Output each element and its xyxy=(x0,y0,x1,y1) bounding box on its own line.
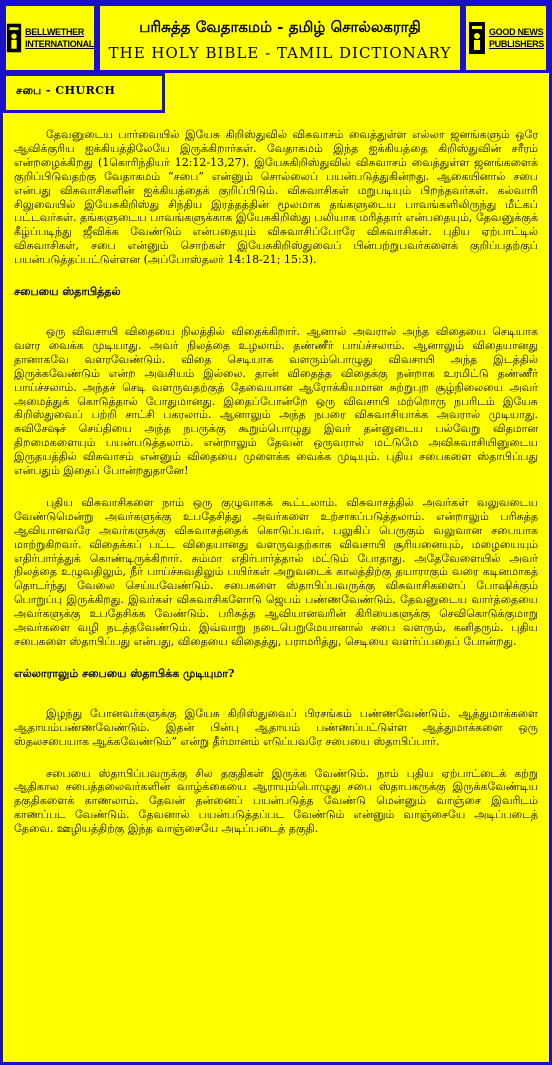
title-english: THE HOLY BIBLE - TAMIL DICTIONARY xyxy=(108,44,452,62)
logo-left-line2: INTERNATIONAL xyxy=(25,39,94,49)
heading-can-everyone-establish: எல்லாராலும் சபையை ஸ்தாபிக்க முடியுமா? xyxy=(14,666,235,680)
title-banner xyxy=(97,3,463,73)
logo-right-line1: GOOD NEWS xyxy=(488,27,544,37)
publisher-logo-left xyxy=(3,3,97,73)
paragraph-4: இழந்து போனவர்களுக்கு இயேசு கிறிஸ்துவைப் பிரசங்கம் பண்ணவேண்டும். ஆத்துமாக்களை ஆதாயம்பண்ணவேண்டும். இதன் பின்பு ஆதாயம் பண்ணப்பட்டுள்ள ஆத்துமாக்களை ஒரு ஸ்தலசபையாக ஆக்கவேண்டும்” என்று தீர்மானம் எடுப்பவரே சபையை ஸ்தாபிப்பார். xyxy=(14,706,538,748)
title-tamil: பரிசுத்த வேதாகமம் - தமிழ் சொல்லகராதி xyxy=(139,18,421,36)
logo-left-line1: BELLWETHER xyxy=(25,27,85,37)
entry-title: சபை - CHURCH xyxy=(16,84,116,97)
entry-body xyxy=(14,128,538,854)
book-figure-icon xyxy=(468,18,486,58)
heading-establishing-church: சபையை ஸ்தாபித்தல் xyxy=(14,285,121,299)
paragraph-5: சபையை ஸ்தாபிப்பவருக்கு சில தகுதிகள் இருக்க வேண்டும். நாம் புதிய ஏற்பாட்டைக் கற்று ஆதிகால சபைத்தலைவர்களின் வாழ்க்கையை ஆராயும்பொழுது சபை ஸ்தாபகருக்கு இருக்கவேண்டிய தகுதிகளைக் காணலாம். தேவன் தன்னைப் பயன்படுத்த வேண்டு மென்னும் வாஞ்சை இவரிடம் காணப்பட வேண்டும். தேவனால் பயன்படுத்தப்பட வேண்டும் என்னும் வாஞ்சையே அடிப்படைத் தேவை. ஊழியத்திற்கு இந்த வாஞ்சையே அடிப்படைத் தகுதி. xyxy=(14,766,538,836)
paragraph-1: தேவனுடைய பார்வையில் இயேசு கிறிஸ்துவில் விசுவாசம் வைத்துள்ள எல்லா ஜனங்களும் ஒரே ஆவிக்குரிய ஐக்கியத்திலேயே இருக்கிறார்கள். வேதாகமம் இந்த ஐக்கியத்தை கிறிஸ்துவின் சரீரம் என்றழைக்கிறது (1கொரிந்தியர் 12:12-13,27). இயேசுகிறிஸ்துவில் விசுவாசம் வைத்துள்ள ஜனங்களைக் குறிப்பிடுவதற்கு வேதாகமம் “சபை” என்னும் சொல்லைப் பயன்படுத்துகின்றது. ஆகையினால் சபை என்பது விசுவாசிகளின் ஐக்கியத்தைக் குறிப்பிடும். விசுவாசிகள் மறுபடியும் பிறந்தவர்கள். கல்வாரி சிலுவையில் இயேசுகிறிஸ்து சிந்திய இரத்தத்தின் மூலமாக தங்களுடைய பாவங்களிலிருந்து மீட்கப் பட்டவர்கள். தங்களுடைய பாவங்களுக்காக இயேசுகிறிஸ்து பலியாக மரித்தார் என்பதையும், தேவனுக்குக் கீழ்ப்படிந்து ஜீவிக்க வேண்டும் என்பதையும் விசுவாசிப்போரே விசுவாசிகள். புதிய ஏற்பாட்டில் விசுவாசிகள், சபை என்னும் சொற்கள் இயேசுகிறிஸ்துவைப் பின்பற்றுபவர்களைக் குறிப்பதற்குப் பயன்படுத்தப்பட்டுள்ளன (அப்போஸ்தலர் 14:18-21; 15:3). xyxy=(14,128,538,267)
paragraph-2: ஒரு விவசாயி விதையை நிலத்தில் விதைக்கிறார். ஆனால் அவரால் அந்த விதையை செடியாக வளர வைக்க முடியாது. அவர் நிலத்தை உழலாம். தண்ணீர் பாய்ச்சலாம். ஆனாலும் விதையானது தானாகவே வளரவேண்டும். விதை செடியாக வளரும்பொழுது விவசாயி அந்த இடத்தில் இருக்கவேண்டும் என்ற அவசியம் இல்லை. தான் விதைத்த விதைக்கு நன்றாக உரமிட்டு தண்ணீர் பாய்ச்சலாம். அந்தச் செடி வளருவதற்குத் தேவையான ஆரோக்கியமான சுற்றுபுற சூழ்நிலையை அவர் அமைத்துக் கொடுத்தால் போதுமானது. இதைப்போன்றே ஒரு விவசாயி மற்றொரு நபரிடம் இயேசு கிறிஸ்துவைப் பற்றி சாட்சி பகரலாம். ஆனாலும் அந்த நபரை விசுவாசியாக்க அவரால் முடியாது. சுவிசேஷச் செய்தியை அந்த நபருக்கு கூறும்பொழுது இவர் தன்னுடைய பல்வேறு விதமான திறமைகளையும் பயன்படுத்தலாம். என்றாலும் தேவன் ஒருவரால் மட்டுமே அவிசுவாசியினுடைய இருதயத்தில் விசுவாசம் என்னும் விதையை முளைக்க வைக்க முடியும். புதிய சபைகளை ஸ்தாபிப்பது என்பதும் இதைப் போன்றதுதானே! xyxy=(14,324,538,478)
logo-right-line2: PUBLISHERS xyxy=(488,39,544,49)
paragraph-3: புதிய விசுவாசிகளை நாம் ஒரு குழுவாகக் கூட்டலாம். விசுவாசத்தில் அவர்கள் வலுவடைய வேண்டுமென்று அவர்களுக்கு உபதேசித்து அவர்களை உற்சாகப்படுத்தலாம். என்றாலும் பரிசுத்த ஆவியானவரே அவர்களுக்கு விசுவாசத்தைக் கொடுப்பவர். பலுகிப் பெருகும் வலுவான சபையாக மாற்றுகிறவர். விதைக்கப் பட்ட விதையானது வளருவதற்காக விவசாயி சூரியனையும், மழையையும் எதிர்பார்த்துக் கொண்டிருக்கிறார். சும்மா எதிர்பார்த்தால் மட்டும் போதாது. அதேவேளையில் அவர் நிலத்தை உழுவதிலும், நீர் பாய்ச்சுவதிலும் பயிர்கள் அறுவடைக் காலத்திற்கு தயாராகும் வரை கடினமாகத் தொடர்ந்து வேலை செய்யவேண்டும். சபைகளை ஸ்தாபிப்பவருக்கு விசுவாசிகளைப் போஷிக்கும் பொறுப்பு இருக்கிறது. இவர்கள் விசுவாசிகளோடு ஜெபம் பண்ணவேண்டும். தேவனுடைய வார்த்தையை அவர்களுக்கு உபதேசிக்க வேண்டும். பரிசுத்த ஆவியானவரின் கிரியைகளுக்கு செவிகொடுக்குமாறு அவர்களை வழி நடத்தவேண்டும். இவ்வாறு நடைபெறுமேயானால் சபை வளரும், கனிதரும். புதிய சபைகளை ஸ்தாபிப்பது என்பது, விதையை விதைத்து, பராமரித்து, செடியை வளர்ப்பதைப் போன்றது. xyxy=(14,495,538,648)
book-figure-icon xyxy=(6,18,22,58)
publisher-logo-right xyxy=(463,3,549,73)
entry-title-box xyxy=(3,73,165,113)
